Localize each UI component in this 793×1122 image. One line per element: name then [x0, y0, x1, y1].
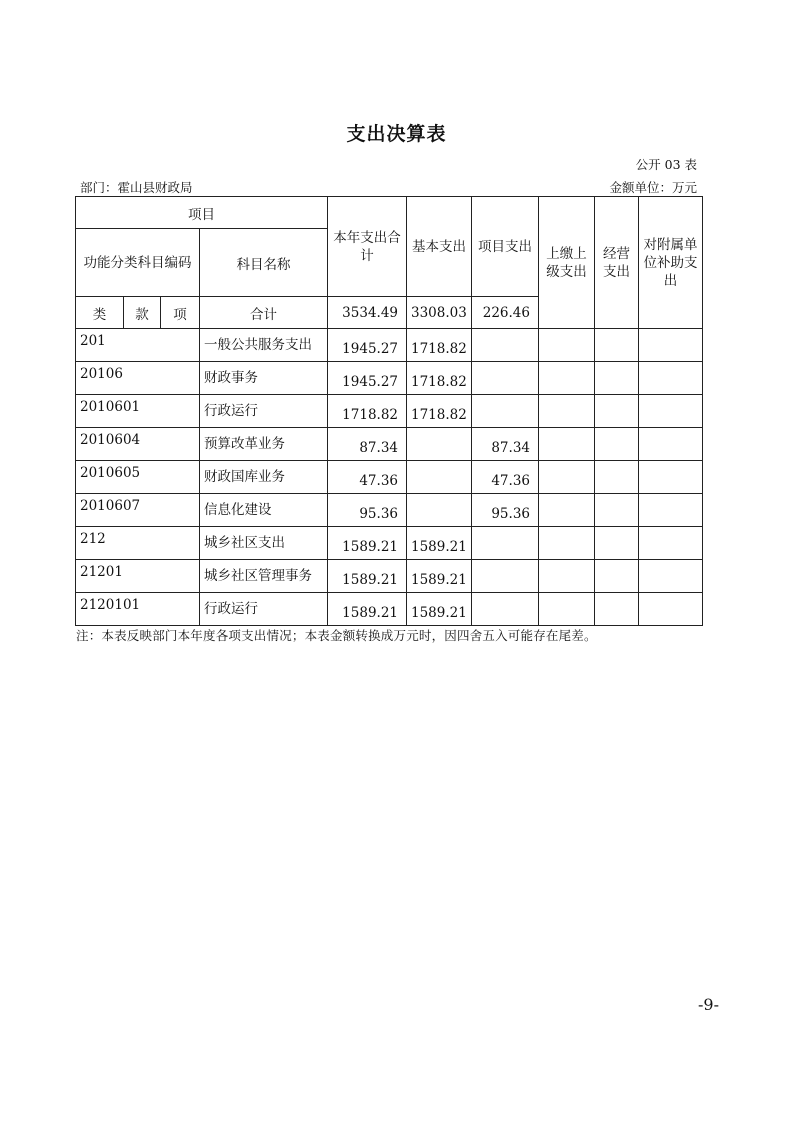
- row-total: 47.36: [328, 461, 407, 494]
- row-subject-name: 一般公共服务支出: [200, 329, 328, 362]
- row-code: 2010605: [76, 461, 200, 494]
- row-upper: [539, 494, 595, 527]
- row-code: 21201: [76, 560, 200, 593]
- row-subsidy: [639, 461, 703, 494]
- row-business: [595, 428, 639, 461]
- table-row: [76, 560, 703, 593]
- row-subject-name: 城乡社区支出: [200, 527, 328, 560]
- row-upper: [539, 428, 595, 461]
- row-total: 1945.27: [328, 362, 407, 395]
- row-basic: 1718.82: [407, 329, 472, 362]
- row-code: 2010604: [76, 428, 200, 461]
- row-business: [595, 494, 639, 527]
- row-subject-name: 行政运行: [200, 395, 328, 428]
- row-subsidy: [639, 329, 703, 362]
- row-project: 47.36: [472, 461, 539, 494]
- row-basic: 1718.82: [407, 395, 472, 428]
- row-code: 2010601: [76, 395, 200, 428]
- header-subject-name: 科目名称: [200, 229, 328, 297]
- header-total: 本年支出合计: [328, 197, 407, 297]
- row-basic: 1589.21: [407, 593, 472, 626]
- row-business: [595, 560, 639, 593]
- row-code: 212: [76, 527, 200, 560]
- row-code: 20106: [76, 362, 200, 395]
- header-basic: 基本支出: [407, 197, 472, 297]
- row-subject-name: 城乡社区管理事务: [200, 560, 328, 593]
- row-total: 1589.21: [328, 593, 407, 626]
- row-business: [595, 461, 639, 494]
- table-row: [76, 593, 703, 626]
- row-subject-name: 财政事务: [200, 362, 328, 395]
- row-code: 2120101: [76, 593, 200, 626]
- row-upper: [539, 593, 595, 626]
- row-project: 87.34: [472, 428, 539, 461]
- header-subsidy: 对附属单位补助支出: [639, 197, 703, 329]
- row-subsidy: [639, 362, 703, 395]
- row-project: [472, 527, 539, 560]
- header-item: 项目: [76, 197, 328, 229]
- row-project: [472, 395, 539, 428]
- amount-unit-label: 金额单位：万元: [609, 180, 697, 195]
- table-row: [76, 395, 703, 428]
- form-number: 公开 03 表: [635, 157, 697, 172]
- row-upper: [539, 395, 595, 428]
- table-row: [76, 527, 703, 560]
- expenditure-table: [75, 196, 703, 626]
- department-label: 部门：霍山县财政局: [80, 180, 193, 195]
- row-subject-name: 财政国库业务: [200, 461, 328, 494]
- row-basic: [407, 494, 472, 527]
- row-business: [595, 395, 639, 428]
- total-label: 合计: [200, 297, 328, 329]
- table-row: [76, 461, 703, 494]
- row-total: 87.34: [328, 428, 407, 461]
- row-basic: 1718.82: [407, 362, 472, 395]
- header-lei: 类: [76, 297, 124, 329]
- row-upper: [539, 362, 595, 395]
- row-basic: 1589.21: [407, 560, 472, 593]
- row-basic: 1589.21: [407, 527, 472, 560]
- total-project: 226.46: [472, 297, 539, 329]
- table-row: [76, 329, 703, 362]
- row-business: [595, 362, 639, 395]
- header-kuan: 款: [124, 297, 161, 329]
- header-func-code: 功能分类科目编码: [76, 229, 200, 297]
- row-project: [472, 560, 539, 593]
- row-upper: [539, 329, 595, 362]
- row-code: 201: [76, 329, 200, 362]
- row-code: 2010607: [76, 494, 200, 527]
- total-basic: 3308.03: [407, 297, 472, 329]
- row-total: 1589.21: [328, 560, 407, 593]
- row-project: [472, 593, 539, 626]
- total-amount: 3534.49: [328, 297, 407, 329]
- row-upper: [539, 560, 595, 593]
- row-upper: [539, 461, 595, 494]
- row-upper: [539, 527, 595, 560]
- table-row: [76, 362, 703, 395]
- row-business: [595, 593, 639, 626]
- row-project: 95.36: [472, 494, 539, 527]
- row-project: [472, 329, 539, 362]
- page-title: 支出决算表: [346, 123, 447, 145]
- row-basic: [407, 428, 472, 461]
- header-upper: 上缴上级支出: [539, 197, 595, 329]
- header-business: 经营支出: [595, 197, 639, 329]
- row-project: [472, 362, 539, 395]
- row-total: 1718.82: [328, 395, 407, 428]
- row-total: 1945.27: [328, 329, 407, 362]
- row-subsidy: [639, 494, 703, 527]
- row-total: 1589.21: [328, 527, 407, 560]
- row-business: [595, 527, 639, 560]
- row-subsidy: [639, 527, 703, 560]
- row-subject-name: 信息化建设: [200, 494, 328, 527]
- table-row: [76, 494, 703, 527]
- page-number: -9-: [698, 995, 719, 1014]
- row-subsidy: [639, 560, 703, 593]
- row-subject-name: 预算改革业务: [200, 428, 328, 461]
- row-subject-name: 行政运行: [200, 593, 328, 626]
- row-business: [595, 329, 639, 362]
- table-row: [76, 428, 703, 461]
- row-total: 95.36: [328, 494, 407, 527]
- table-note: 注：本表反映部门本年度各项支出情况；本表金额转换成万元时，因四舍五入可能存在尾差。: [76, 628, 597, 643]
- header-project: 项目支出: [472, 197, 539, 297]
- row-basic: [407, 461, 472, 494]
- header-xiang: 项: [161, 297, 200, 329]
- row-subsidy: [639, 395, 703, 428]
- row-subsidy: [639, 428, 703, 461]
- row-subsidy: [639, 593, 703, 626]
